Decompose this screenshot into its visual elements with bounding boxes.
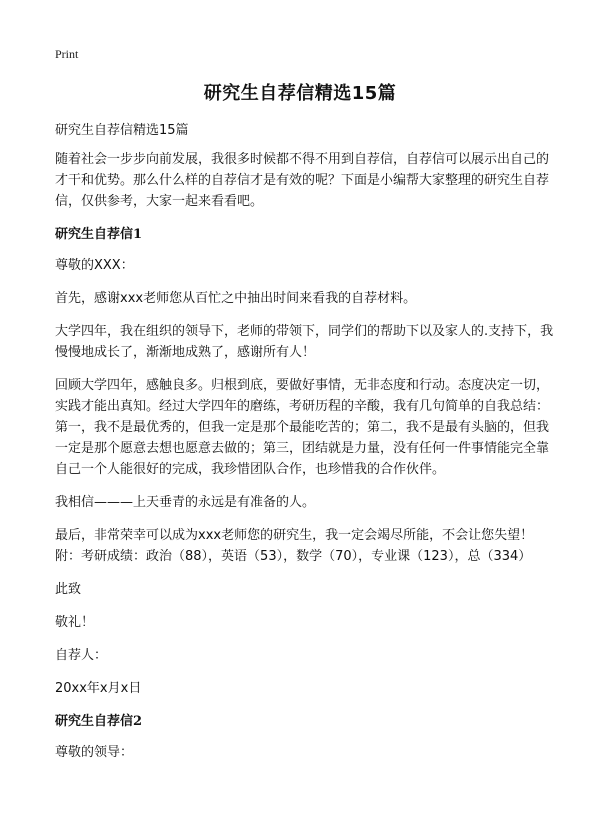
document-body <box>55 120 555 775</box>
intro-paragraph: 随着社会一步步向前发展，我很多时候都不得不用到自荐信，自荐信可以展示出自己的才干和优势。那么什么样的自荐信才是有效的呢？下面是小编帮大家整理的研究生自荐信，仅供参考，大家一起来看看吧。 <box>55 152 550 209</box>
letter1-closing: 敬礼！ <box>55 615 95 630</box>
letter1-paragraph: 回顾大学四年，感触良多。归根到底，要做好事情，无非态度和行动。态度决定一切，实践才能出真知。经过大学四年的磨练，考研历程的辛酸，我有几句简单的自我总结：第一，我不是最优秀的，但我一定是那个最能吃苦的；第二，我不是最有头脑的，但我一定是那个愿意去想也愿意去做的；第三，团结就是力量，没有任何一件事情能完全靠自己一个人能很好的完成，我珍惜团队合作，也珍惜我的合作伙伴。 <box>55 378 550 477</box>
letter2-salutation: 尊敬的领导： <box>55 745 134 760</box>
document-subtitle: 研究生自荐信精选15篇 <box>55 123 189 138</box>
letter1-paragraph: 大学四年，我在组织的领导下，老师的带领下，同学们的帮助下以及家人的.支持下，我慢慢地成长了，渐渐地成熟了，感谢所有人！ <box>55 324 554 360</box>
print-label: Print <box>55 47 79 61</box>
page-title: 研究生自荐信精选15篇 <box>203 83 397 104</box>
letter1-paragraph: 首先，感谢xxx老师您从百忙之中抽出时间来看我的自荐材料。 <box>55 291 417 306</box>
letter1-heading: 研究生自荐信1 <box>55 227 143 242</box>
letter1-paragraph: 我相信———上天垂青的永远是有准备的人。 <box>55 495 316 510</box>
letter1-paragraph: 最后，非常荣幸可以成为xxx老师您的研究生，我一定会竭尽所能，不会让您失望！附：考研成绩：政治（88），英语（53），数学（70），专业课（123），总（334） <box>55 528 534 564</box>
letter1-closing: 此致 <box>55 582 82 597</box>
letter1-date: 20xx年x月x日 <box>55 681 142 696</box>
letter1-salutation: 尊敬的XXX： <box>55 258 134 273</box>
letter1-signature: 自荐人： <box>55 648 108 663</box>
letter2-heading: 研究生自荐信2 <box>55 714 143 729</box>
